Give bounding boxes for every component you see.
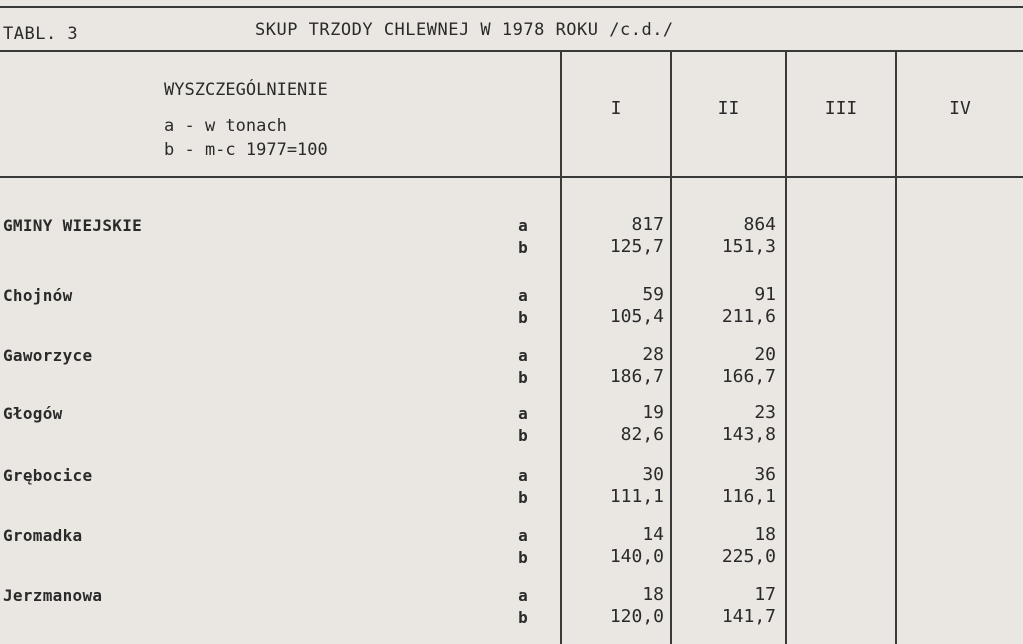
row-marker-b: b bbox=[518, 548, 528, 567]
cell-b-col-1: 140,0 bbox=[609, 546, 664, 567]
cell-a-col-2: 23 bbox=[754, 402, 776, 423]
col-divider-1 bbox=[560, 52, 562, 644]
cell-a-col-1: 18 bbox=[642, 584, 664, 605]
row-marker-a: a bbox=[518, 346, 528, 365]
row-marker-a: a bbox=[518, 286, 528, 305]
col-divider-3 bbox=[785, 52, 787, 644]
row-label: GMINY WIEJSKIE bbox=[3, 216, 143, 235]
row-marker-b: b bbox=[518, 608, 528, 627]
row-marker-a: a bbox=[518, 526, 528, 545]
top-rule bbox=[0, 6, 1023, 8]
table-number: TABL. 3 bbox=[3, 24, 79, 44]
row-label: Jerzmanowa bbox=[3, 586, 103, 605]
row-marker-b: b bbox=[518, 488, 528, 507]
row-label: Gromadka bbox=[3, 526, 83, 545]
cell-a-col-2: 91 bbox=[754, 284, 776, 305]
cell-a-col-1: 28 bbox=[642, 344, 664, 365]
row-marker-a: a bbox=[518, 466, 528, 485]
row-label: Gaworzyce bbox=[3, 346, 93, 365]
row-marker-b: b bbox=[518, 308, 528, 327]
column-header-iii: III bbox=[824, 98, 858, 119]
cell-b-col-2: 143,8 bbox=[721, 424, 776, 445]
cell-b-col-2: 151,3 bbox=[721, 236, 776, 257]
row-label: Grębocice bbox=[3, 466, 93, 485]
spec-line-b: b - m-c 1977=100 bbox=[164, 140, 328, 160]
cell-a-col-1: 59 bbox=[642, 284, 664, 305]
row-marker-a: a bbox=[518, 586, 528, 605]
col-divider-2 bbox=[670, 52, 672, 644]
table-title: SKUP TRZODY CHLEWNEJ W 1978 ROKU /c.d./ bbox=[255, 20, 674, 40]
row-label: Głogów bbox=[3, 404, 63, 423]
spec-line-a: a - w tonach bbox=[164, 116, 287, 136]
column-header-ii: II bbox=[717, 98, 740, 119]
cell-a-col-2: 36 bbox=[754, 464, 776, 485]
cell-b-col-1: 125,7 bbox=[609, 236, 664, 257]
row-marker-b: b bbox=[518, 426, 528, 445]
cell-b-col-1: 105,4 bbox=[609, 306, 664, 327]
cell-a-col-2: 17 bbox=[754, 584, 776, 605]
cell-b-col-2: 166,7 bbox=[721, 366, 776, 387]
cell-b-col-1: 111,1 bbox=[609, 486, 664, 507]
cell-a-col-1: 817 bbox=[631, 214, 664, 235]
header-rule bbox=[0, 50, 1023, 52]
cell-a-col-2: 18 bbox=[754, 524, 776, 545]
cell-b-col-2: 211,6 bbox=[721, 306, 776, 327]
row-marker-b: b bbox=[518, 368, 528, 387]
cell-a-col-1: 14 bbox=[642, 524, 664, 545]
row-marker-a: a bbox=[518, 216, 528, 235]
cell-b-col-1: 82,6 bbox=[620, 424, 664, 445]
cell-a-col-2: 864 bbox=[743, 214, 776, 235]
column-header-iv: IV bbox=[949, 98, 971, 119]
cell-b-col-1: 120,0 bbox=[609, 606, 664, 627]
row-marker-b: b bbox=[518, 238, 528, 257]
columns-rule bbox=[0, 176, 1023, 178]
spec-heading: WYSZCZEGÓLNIENIE bbox=[164, 80, 328, 100]
column-header-i: I bbox=[610, 98, 622, 119]
cell-b-col-2: 225,0 bbox=[721, 546, 776, 567]
cell-a-col-2: 20 bbox=[754, 344, 776, 365]
row-marker-a: a bbox=[518, 404, 528, 423]
col-divider-4 bbox=[895, 52, 897, 644]
cell-b-col-2: 141,7 bbox=[721, 606, 776, 627]
cell-b-col-1: 186,7 bbox=[609, 366, 664, 387]
cell-a-col-1: 19 bbox=[642, 402, 664, 423]
cell-b-col-2: 116,1 bbox=[721, 486, 776, 507]
row-label: Chojnów bbox=[3, 286, 73, 305]
cell-a-col-1: 30 bbox=[642, 464, 664, 485]
